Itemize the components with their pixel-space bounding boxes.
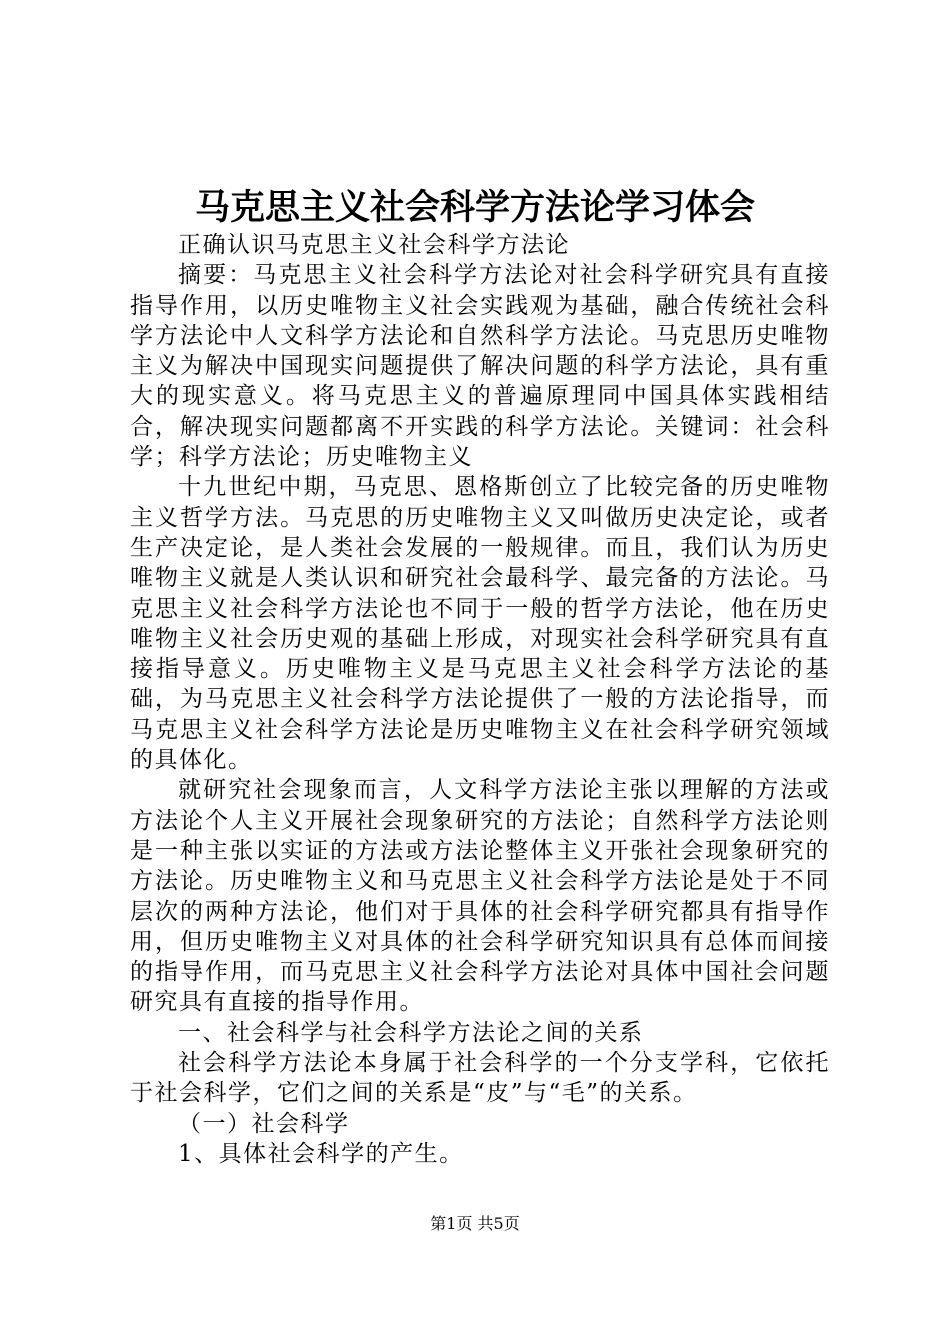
page-footer: 第1页 共5页 <box>430 1214 520 1233</box>
paragraph-body: 社会科学方法论本身属于社会科学的一个分支学科，它依托于社会科学，它们之间的关系是“皮”与“毛”的关系。 <box>130 1050 830 1107</box>
document-title: 马克思主义社会科学方法论学习体会 <box>194 187 755 228</box>
paragraph-abstract: 摘要：马克思主义社会科学方法论对社会科学研究具有直接指导作用，以历史唯物主义社会实践观为基础，融合传统社会科学方法论中人文科学方法论和自然科学方法论。马克思历史唯物主义为解决中国现实问题提供了解决问题的科学方法论，具有重大的现实意义。将马克思主义的普遍原理同中国具体实践相结合，解决现实问题都离不开实践的科学方法论。关键词：社会科学；科学方法论；历史唯物主义 <box>130 262 830 471</box>
subsection-heading: （一）社会科学 <box>178 1110 350 1137</box>
paragraph-subtitle: 正确认识马克思主义社会科学方法论 <box>178 232 570 258</box>
document-body <box>130 230 830 1169</box>
subsection-item: 1、具体社会科学的产生。 <box>178 1140 464 1167</box>
section-heading: 一、社会科学与社会科学方法论之间的关系 <box>178 1019 644 1046</box>
paragraph-body: 十九世纪中期，马克思、恩格斯创立了比较完备的历史唯物主义哲学方法。马克思的历史唯物主义又叫做历史决定论，或者生产决定论，是人类社会发展的一般规律。而且，我们认为历史唯物主义就是人类认识和研究社会最科学、最完备的方法论。马克思主义社会科学方法论也不同于一般的哲学方法论，他在历史唯物主义社会历史观的基础上形成，对现实社会科学研究具有直接指导意义。历史唯物主义是马克思主义社会科学方法论的基础，为马克思主义社会科学方法论提供了一般的方法论指导，而马克思主义社会科学方法论是历史唯物主义在社会科学研究领域的具体化。 <box>130 474 830 774</box>
paragraph-body: 就研究社会现象而言，人文科学方法论主张以理解的方法或方法论个人主义开展社会现象研究的方法论；自然科学方法论则是一种主张以实证的方法或方法论整体主义开张社会现象研究的方法论。历史唯物主义和马克思主义社会科学方法论是处于不同层次的两种方法论，他们对于具体的社会科学研究都具有指导作用，但历史唯物主义对具体的社会科学研究知识具有总体而间接的指导作用，而马克思主义社会科学方法论对具体中国社会问题研究具有直接的指导作用。 <box>130 777 830 1016</box>
